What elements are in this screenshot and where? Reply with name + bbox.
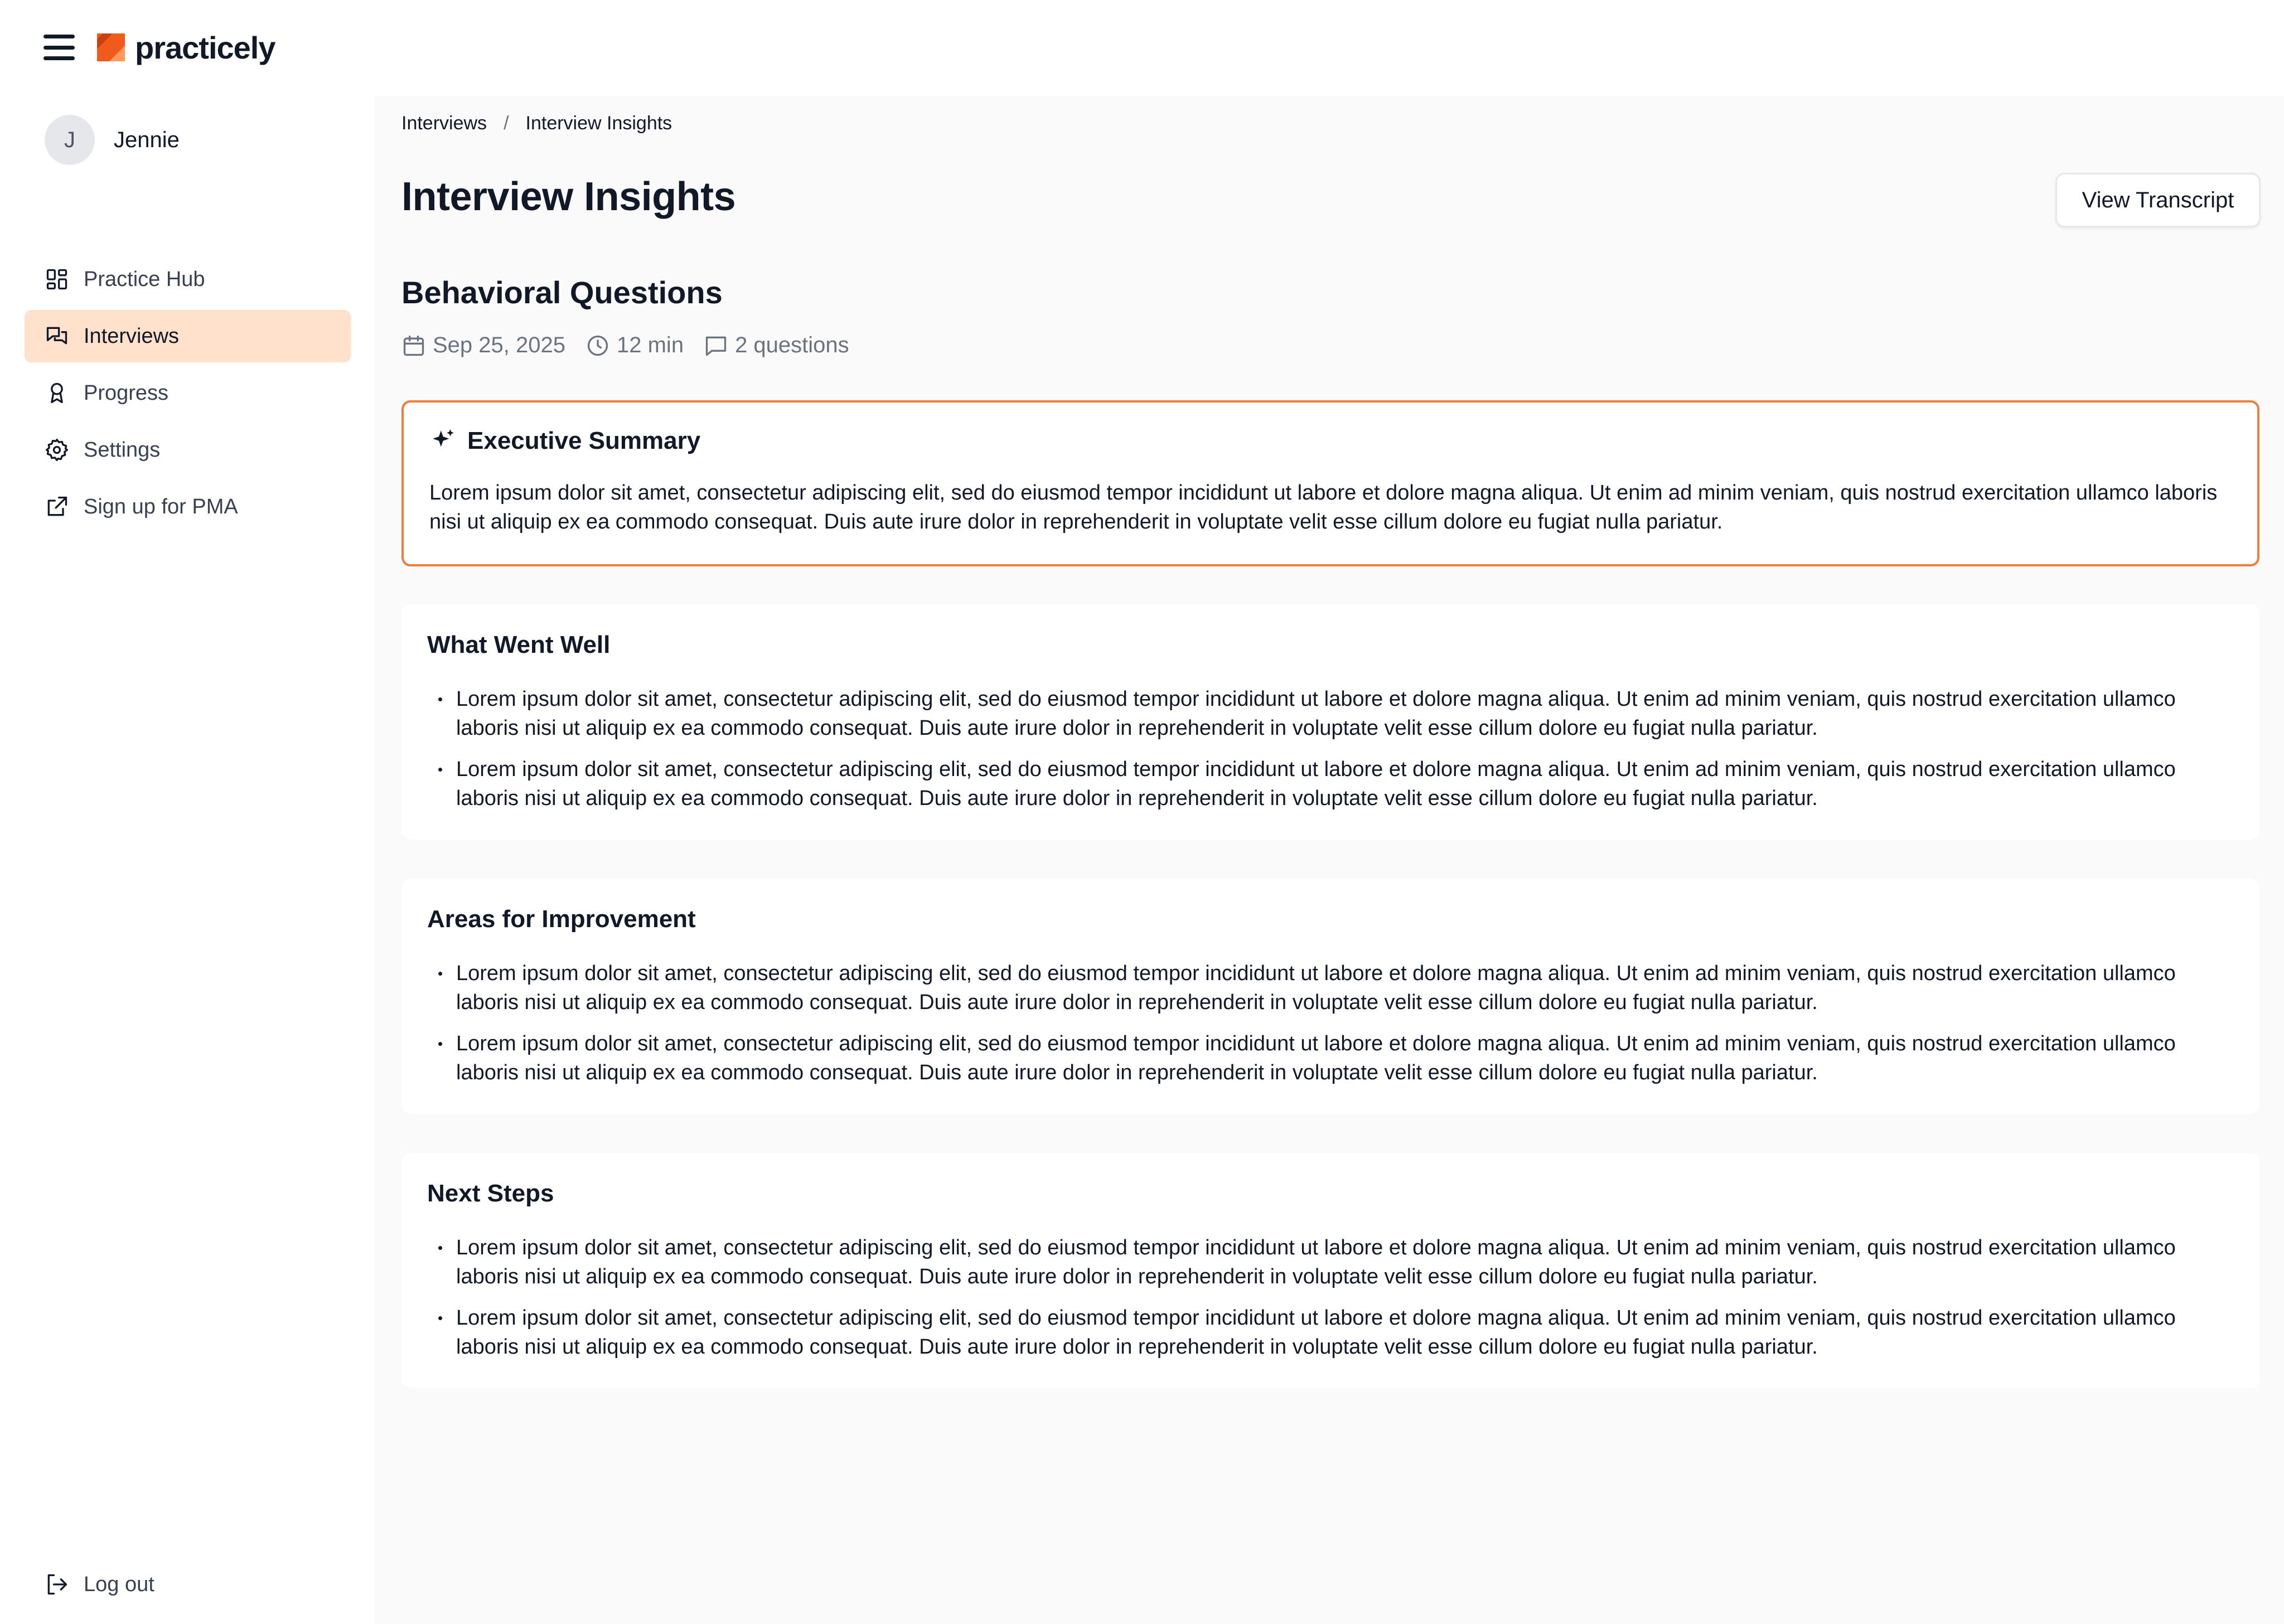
what-went-well-list bbox=[427, 685, 2234, 813]
what-went-well-title: What Went Well bbox=[427, 631, 611, 658]
hamburger-menu-icon[interactable] bbox=[43, 35, 75, 60]
top-bar bbox=[0, 0, 2284, 96]
sidebar-item-label: Sign up for PMA bbox=[84, 495, 238, 518]
executive-summary-title: Executive Summary bbox=[467, 427, 701, 454]
sidebar-item-label: Interviews bbox=[84, 324, 180, 348]
logout-button[interactable] bbox=[45, 1568, 154, 1601]
view-transcript-button[interactable]: View Transcript bbox=[2055, 173, 2261, 227]
list-item: Lorem ipsum dolor sit amet, consectetur adipiscing elit, sed do eiusmod tempor incididunt ut labore et dolore magna aliqua. Ut enim ad minim veniam, quis nostrud exercitation ullamco laboris nisi ut aliquip ex ea commodo consequat. Duis aute irure dolor in reprehenderit in voluptate velit esse cillum dolore eu fugiat nulla pariatur. bbox=[427, 1029, 2234, 1087]
list-item: Lorem ipsum dolor sit amet, consectetur adipiscing elit, sed do eiusmod tempor incididunt ut labore et dolore magna aliqua. Ut enim ad minim veniam, quis nostrud exercitation ullamco laboris nisi ut aliquip ex ea commodo consequat. Duis aute irure dolor in reprehenderit in voluptate velit esse cillum dolore eu fugiat nulla pariatur. bbox=[427, 685, 2234, 743]
meta-duration-text: 12 min bbox=[617, 333, 684, 357]
sidebar bbox=[0, 96, 375, 1624]
what-went-well-card bbox=[401, 604, 2259, 840]
sidebar-item-interviews[interactable] bbox=[25, 310, 351, 362]
breadcrumb-current: Interview Insights bbox=[525, 113, 672, 134]
logo-text: practicely bbox=[135, 30, 275, 65]
list-item: Lorem ipsum dolor sit amet, consectetur adipiscing elit, sed do eiusmod tempor incididunt ut labore et dolore magna aliqua. Ut enim ad minim veniam, quis nostrud exercitation ullamco laboris nisi ut aliquip ex ea commodo consequat. Duis aute irure dolor in reprehenderit in voluptate velit esse cillum dolore eu fugiat nulla pariatur. bbox=[427, 959, 2234, 1017]
next-steps-card bbox=[401, 1153, 2259, 1388]
breadcrumb-separator: / bbox=[504, 113, 509, 134]
areas-for-improvement-list bbox=[427, 959, 2234, 1087]
main-content bbox=[375, 96, 2284, 1624]
page-title: Interview Insights bbox=[401, 174, 736, 219]
logo[interactable] bbox=[97, 28, 275, 67]
sidebar-item-label: Practice Hub bbox=[84, 267, 205, 291]
message-icon bbox=[704, 333, 728, 358]
executive-summary-text: Lorem ipsum dolor sit amet, consectetur adipiscing elit, sed do eiusmod tempor incididunt ut labore et dolore magna aliqua. Ut enim ad minim veniam, quis nostrud exercitation ullamco laboris nisi ut aliquip ex ea commodo consequat. Duis aute irure dolor in reprehenderit in voluptate velit esse cillum dolore eu fugiat nulla pariatur. bbox=[429, 481, 2218, 534]
meta-date bbox=[401, 333, 565, 358]
clock-icon bbox=[585, 333, 610, 358]
sidebar-nav bbox=[25, 253, 351, 537]
user-name: Jennie bbox=[114, 127, 180, 152]
next-steps-list bbox=[427, 1233, 2234, 1361]
list-item: Lorem ipsum dolor sit amet, consectetur adipiscing elit, sed do eiusmod tempor incididunt ut labore et dolore magna aliqua. Ut enim ad minim veniam, quis nostrud exercitation ullamco laboris nisi ut aliquip ex ea commodo consequat. Duis aute irure dolor in reprehenderit in voluptate velit esse cillum dolore eu fugiat nulla pariatur. bbox=[427, 1233, 2234, 1291]
executive-summary-card bbox=[401, 400, 2259, 566]
areas-for-improvement-card bbox=[401, 879, 2259, 1114]
interview-meta bbox=[401, 333, 849, 358]
external-link-icon bbox=[45, 495, 69, 519]
user-profile[interactable] bbox=[45, 115, 180, 165]
sidebar-item-progress[interactable] bbox=[25, 367, 351, 419]
logo-mark-icon bbox=[97, 33, 125, 61]
award-icon bbox=[45, 381, 69, 405]
sidebar-item-label: Settings bbox=[84, 438, 161, 462]
sidebar-item-practice-hub[interactable] bbox=[25, 253, 351, 306]
meta-questions bbox=[704, 333, 849, 358]
areas-for-improvement-title: Areas for Improvement bbox=[427, 905, 696, 933]
sidebar-item-label: Progress bbox=[84, 381, 169, 405]
meta-duration bbox=[585, 333, 684, 358]
gear-icon bbox=[45, 438, 69, 462]
sidebar-item-sign-up-pma[interactable] bbox=[25, 481, 351, 533]
sparkles-icon bbox=[429, 427, 457, 455]
logout-icon bbox=[45, 1572, 69, 1597]
meta-questions-text: 2 questions bbox=[735, 333, 849, 357]
executive-summary-header bbox=[429, 427, 2232, 455]
chat-icon bbox=[45, 324, 69, 348]
breadcrumb bbox=[401, 113, 672, 134]
calendar-icon bbox=[401, 333, 426, 358]
next-steps-title: Next Steps bbox=[427, 1180, 554, 1207]
breadcrumb-link-interviews[interactable]: Interviews bbox=[401, 113, 487, 134]
list-item: Lorem ipsum dolor sit amet, consectetur adipiscing elit, sed do eiusmod tempor incididunt ut labore et dolore magna aliqua. Ut enim ad minim veniam, quis nostrud exercitation ullamco laboris nisi ut aliquip ex ea commodo consequat. Duis aute irure dolor in reprehenderit in voluptate velit esse cillum dolore eu fugiat nulla pariatur. bbox=[427, 1303, 2234, 1361]
sidebar-item-settings[interactable] bbox=[25, 424, 351, 476]
list-item: Lorem ipsum dolor sit amet, consectetur adipiscing elit, sed do eiusmod tempor incididunt ut labore et dolore magna aliqua. Ut enim ad minim veniam, quis nostrud exercitation ullamco laboris nisi ut aliquip ex ea commodo consequat. Duis aute irure dolor in reprehenderit in voluptate velit esse cillum dolore eu fugiat nulla pariatur. bbox=[427, 755, 2234, 813]
meta-date-text: Sep 25, 2025 bbox=[433, 333, 565, 357]
grid-icon bbox=[45, 267, 69, 292]
logout-label: Log out bbox=[84, 1572, 154, 1596]
interview-title: Behavioral Questions bbox=[401, 275, 723, 310]
avatar: J bbox=[45, 115, 95, 165]
